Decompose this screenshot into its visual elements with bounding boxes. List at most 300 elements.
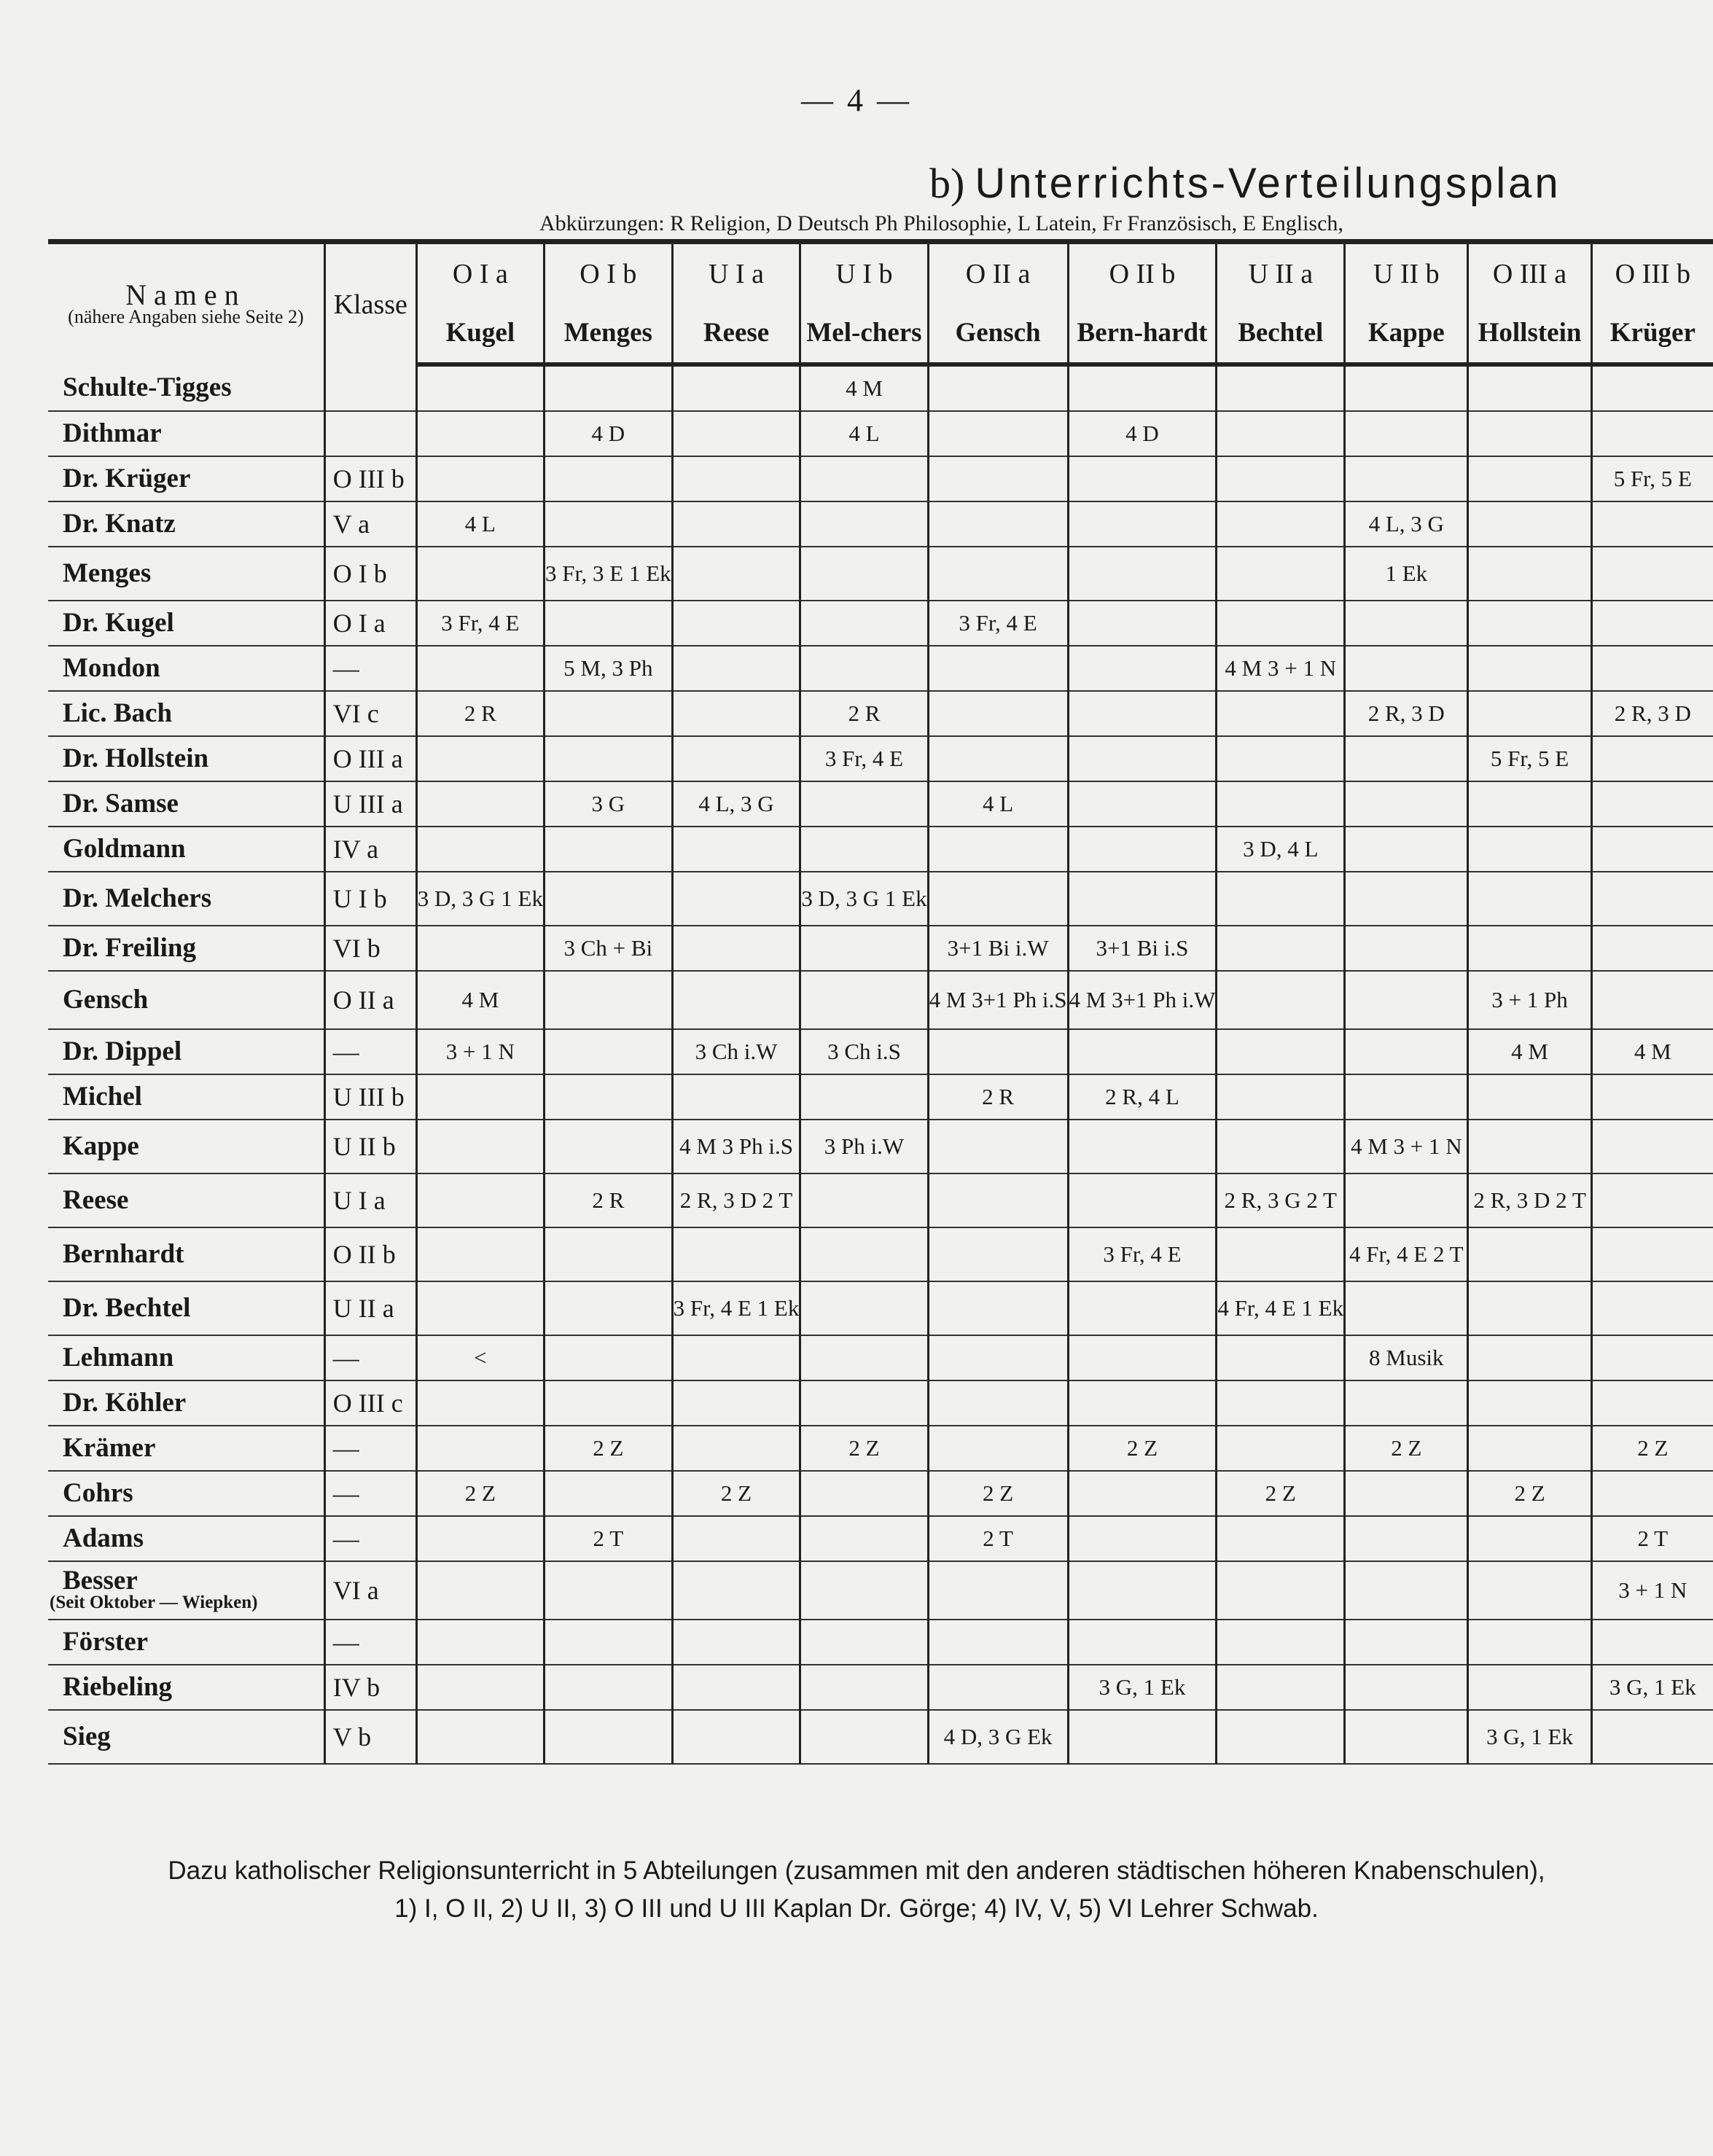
lesson-cell [928, 646, 1068, 691]
lesson-cell: 2 R, 3 D 2 T [672, 1173, 800, 1227]
lesson-cell [928, 1227, 1068, 1281]
lesson-cell [800, 1561, 928, 1620]
teacher-name-cell [48, 691, 324, 736]
abbreviations-line: Abkürzungen: R Religion, D Deutsch Ph Philosophie, L Latein, Fr Französisch, E Englisch, [539, 211, 1343, 235]
lesson-cell [544, 601, 672, 646]
lesson-cell [544, 456, 672, 501]
lesson-cell: 4 L [928, 781, 1068, 827]
lesson-cell [544, 1471, 672, 1516]
lesson-cell: 3 Ch i.W [672, 1029, 800, 1074]
lesson-cell: 4 L, 3 G [1345, 501, 1468, 547]
lesson-cell: 3 Ph i.W [800, 1120, 928, 1173]
teacher-name: Reese [63, 1185, 129, 1215]
lesson-cell [1468, 827, 1591, 872]
lesson-cell [1591, 1173, 1713, 1227]
table-row [48, 1173, 1713, 1227]
lesson-cell [1068, 1516, 1217, 1561]
lesson-cell [672, 1620, 800, 1665]
lesson-cell [1217, 926, 1345, 971]
lesson-cell [1468, 456, 1591, 501]
teacher-class-cell: O I b [324, 547, 416, 601]
teacher-class-cell: — [324, 1620, 416, 1665]
teacher-name: Michel [63, 1082, 142, 1112]
lesson-cell [1468, 781, 1591, 827]
teacher-name-cell [48, 1074, 324, 1120]
teacher-class-cell: O III c [324, 1380, 416, 1426]
lesson-cell: 3 Fr, 4 E [928, 601, 1068, 646]
lesson-cell: 3+1 Bi i.W [928, 926, 1068, 971]
schedule-table [48, 239, 1713, 1765]
lesson-cell [1217, 971, 1345, 1029]
teacher-name: Cohrs [63, 1478, 133, 1508]
lesson-cell: 2 R [544, 1173, 672, 1227]
lesson-cell [800, 1516, 928, 1561]
lesson-cell [1591, 872, 1713, 926]
teacher-name-cell [48, 971, 324, 1029]
teacher-name: Dr. Melchers [63, 883, 212, 913]
lesson-cell [1068, 1710, 1217, 1764]
lesson-cell [672, 1074, 800, 1120]
page-number: — 4 — [801, 82, 912, 118]
lesson-cell [1068, 501, 1217, 547]
lesson-cell [928, 1120, 1068, 1173]
lesson-cell [1217, 1380, 1345, 1426]
class-teacher-header: Kappe [1345, 304, 1468, 364]
teacher-name-cell [48, 1426, 324, 1471]
class-teacher-header: Mel-chers [800, 304, 928, 364]
lesson-cell [928, 456, 1068, 501]
lesson-cell [1217, 411, 1345, 456]
teacher-name-cell [48, 364, 324, 411]
lesson-cell [544, 691, 672, 736]
section-label: b) [929, 160, 965, 207]
lesson-cell [416, 1426, 544, 1471]
lesson-cell [1217, 1710, 1345, 1764]
lesson-cell [1468, 1426, 1591, 1471]
lesson-cell: 4 M [1468, 1029, 1591, 1074]
lesson-cell [416, 736, 544, 781]
teacher-name-cell [48, 547, 324, 601]
teacher-name: Gensch [63, 985, 149, 1015]
lesson-cell [1345, 1173, 1468, 1227]
lesson-cell [1468, 1120, 1591, 1173]
lesson-cell [1345, 926, 1468, 971]
lesson-cell [544, 1380, 672, 1426]
lesson-cell: 8 Musik [1345, 1335, 1468, 1380]
lesson-cell [1217, 1561, 1345, 1620]
table-row [48, 1620, 1713, 1665]
table-row [48, 1074, 1713, 1120]
lesson-cell [1345, 1516, 1468, 1561]
lesson-cell [416, 1620, 544, 1665]
lesson-cell [1468, 411, 1591, 456]
teacher-name-cell [48, 1561, 324, 1620]
teacher-class-cell: U III b [324, 1074, 416, 1120]
table-row [48, 781, 1713, 827]
lesson-cell [1468, 601, 1591, 646]
teacher-name-cell [48, 646, 324, 691]
lesson-cell: 4 M 3 Ph i.S [672, 1120, 800, 1173]
table-row [48, 501, 1713, 547]
teacher-name-cell [48, 1516, 324, 1561]
lesson-cell [672, 1227, 800, 1281]
lesson-cell [928, 736, 1068, 781]
table-row [48, 601, 1713, 646]
lesson-cell: 4 L [800, 411, 928, 456]
lesson-cell [928, 1281, 1068, 1335]
teacher-class-cell: IV a [324, 827, 416, 872]
lesson-cell [1068, 1471, 1217, 1516]
lesson-cell: 4 L [416, 501, 544, 547]
lesson-cell: 3 Fr, 4 E [416, 601, 544, 646]
lesson-cell [544, 1620, 672, 1665]
lesson-cell [1217, 781, 1345, 827]
section-title [929, 159, 1561, 208]
lesson-cell: 3 + 1 N [1591, 1561, 1713, 1620]
footer-line-2: 1) I, O II, 2) U II, 3) O III und U III Kaplan Dr. Görge; 4) IV, V, 5) VI Lehrer Schwab. [394, 1894, 1319, 1923]
lesson-cell [1068, 691, 1217, 736]
teacher-name-cell [48, 1227, 324, 1281]
lesson-cell: 2 Z [1345, 1426, 1468, 1471]
teacher-class-cell: VI b [324, 926, 416, 971]
teacher-name-cell [48, 1120, 324, 1173]
lesson-cell: 2 Z [544, 1426, 672, 1471]
teacher-class-cell [324, 364, 416, 411]
teacher-name: Dr. Köhler [63, 1388, 187, 1418]
lesson-cell [672, 691, 800, 736]
lesson-cell [800, 1665, 928, 1710]
lesson-cell [1591, 1335, 1713, 1380]
lesson-cell [672, 1665, 800, 1710]
teacher-name-cell [48, 872, 324, 926]
lesson-cell [1468, 646, 1591, 691]
lesson-cell [928, 1029, 1068, 1074]
lesson-cell [1468, 1665, 1591, 1710]
lesson-cell [1591, 781, 1713, 827]
lesson-cell [416, 646, 544, 691]
lesson-cell [1591, 1281, 1713, 1335]
teacher-name-cell [48, 411, 324, 456]
lesson-cell [928, 827, 1068, 872]
lesson-cell [1345, 1665, 1468, 1710]
lesson-cell [1345, 1620, 1468, 1665]
lesson-cell [416, 1120, 544, 1173]
lesson-cell [1068, 736, 1217, 781]
table-row [48, 1120, 1713, 1173]
lesson-cell [1591, 1074, 1713, 1120]
lesson-cell [800, 1380, 928, 1426]
lesson-cell [416, 1516, 544, 1561]
lesson-cell [928, 1335, 1068, 1380]
lesson-cell: 5 Fr, 5 E [1468, 736, 1591, 781]
teacher-name: Dr. Hollstein [63, 743, 209, 773]
footer-note [0, 1852, 1713, 1928]
lesson-cell [1217, 1227, 1345, 1281]
class-header: U I a [672, 242, 800, 305]
lesson-cell [672, 872, 800, 926]
klasse-column-header: Klasse [324, 242, 416, 365]
table-row [48, 1380, 1713, 1426]
table-row [48, 1516, 1713, 1561]
lesson-cell [1468, 872, 1591, 926]
teacher-name: Sieg [63, 1722, 111, 1751]
lesson-cell: 4 Fr, 4 E 2 T [1345, 1227, 1468, 1281]
lesson-cell [544, 736, 672, 781]
lesson-cell [1068, 601, 1217, 646]
lesson-cell [1217, 1029, 1345, 1074]
lesson-cell: 4 M [800, 364, 928, 411]
teacher-name: Bernhardt [63, 1239, 184, 1269]
lesson-cell [672, 1710, 800, 1764]
teacher-class-cell: IV b [324, 1665, 416, 1710]
lesson-cell [928, 872, 1068, 926]
name-column-header [48, 242, 324, 365]
lesson-cell [800, 1710, 928, 1764]
lesson-cell [1345, 781, 1468, 827]
lesson-cell [544, 1074, 672, 1120]
class-teacher-header: Gensch [928, 304, 1068, 364]
lesson-cell [1345, 872, 1468, 926]
teacher-name: Lehmann [63, 1343, 174, 1372]
table-row [48, 547, 1713, 601]
lesson-cell [1591, 1227, 1713, 1281]
footer-line-1: Dazu katholischer Religionsunterricht in 5 Abteilungen (zusammen mit den anderen städtischen höheren Knabenschulen), [168, 1856, 1545, 1885]
teacher-name-cell [48, 1173, 324, 1227]
table-row [48, 1281, 1713, 1335]
lesson-cell: 2 Z [1068, 1426, 1217, 1471]
lesson-cell: 3 + 1 N [416, 1029, 544, 1074]
lesson-cell: 3 D, 4 L [1217, 827, 1345, 872]
lesson-cell [672, 456, 800, 501]
teacher-name: Dr. Krüger [63, 464, 191, 493]
lesson-cell [928, 547, 1068, 601]
lesson-cell: 4 M [416, 971, 544, 1029]
lesson-cell [800, 926, 928, 971]
lesson-cell: 3 Ch i.S [800, 1029, 928, 1074]
teacher-class-cell: O III a [324, 736, 416, 781]
class-header: U I b [800, 242, 928, 305]
lesson-cell [928, 1426, 1068, 1471]
lesson-cell [544, 1029, 672, 1074]
lesson-cell [1068, 1561, 1217, 1620]
lesson-cell [1468, 1227, 1591, 1281]
lesson-cell [672, 1426, 800, 1471]
lesson-cell [800, 501, 928, 547]
lesson-cell [1217, 364, 1345, 411]
lesson-cell: 4 L, 3 G [672, 781, 800, 827]
lesson-cell [1068, 646, 1217, 691]
lesson-cell [928, 1665, 1068, 1710]
lesson-cell [1468, 1074, 1591, 1120]
lesson-cell [672, 736, 800, 781]
teacher-name: Adams [63, 1523, 144, 1553]
lesson-cell [800, 1281, 928, 1335]
teacher-name-cell [48, 781, 324, 827]
lesson-cell [1591, 547, 1713, 601]
teacher-class-cell: O II b [324, 1227, 416, 1281]
schedule-body [48, 364, 1713, 1764]
teacher-name-cell [48, 827, 324, 872]
teacher-name-cell [48, 1620, 324, 1665]
lesson-cell [416, 411, 544, 456]
lesson-cell [800, 1074, 928, 1120]
teacher-class-cell: U III a [324, 781, 416, 827]
lesson-cell [1468, 1335, 1591, 1380]
lesson-cell: 2 R, 4 L [1068, 1074, 1217, 1120]
teacher-class-cell: — [324, 1471, 416, 1516]
lesson-cell [1591, 411, 1713, 456]
lesson-cell [928, 1620, 1068, 1665]
teacher-class-cell: — [324, 1426, 416, 1471]
teacher-class-cell: — [324, 1516, 416, 1561]
lesson-cell [1345, 411, 1468, 456]
teacher-class-cell: U II b [324, 1120, 416, 1173]
teacher-class-cell: — [324, 646, 416, 691]
lesson-cell [544, 1335, 672, 1380]
lesson-cell [672, 827, 800, 872]
lesson-cell [800, 601, 928, 646]
lesson-cell [1068, 872, 1217, 926]
class-header: O III a [1468, 242, 1591, 305]
teacher-name: Goldmann [63, 834, 186, 864]
lesson-cell [1217, 1074, 1345, 1120]
lesson-cell [1345, 456, 1468, 501]
lesson-cell [1591, 364, 1713, 411]
lesson-cell [1345, 1561, 1468, 1620]
lesson-cell: 1 Ek [1345, 547, 1468, 601]
lesson-cell: 2 Z [672, 1471, 800, 1516]
lesson-cell [1068, 1029, 1217, 1074]
teacher-name: Dr. Freiling [63, 933, 196, 963]
teacher-name-cell [48, 1665, 324, 1710]
class-teacher-header: Menges [544, 304, 672, 364]
lesson-cell: 2 R, 3 D [1345, 691, 1468, 736]
lesson-cell: 2 T [928, 1516, 1068, 1561]
lesson-cell [672, 411, 800, 456]
lesson-cell [544, 971, 672, 1029]
lesson-cell: 3 Fr, 4 E 1 Ek [672, 1281, 800, 1335]
lesson-cell [416, 1281, 544, 1335]
lesson-cell [1591, 736, 1713, 781]
teacher-name: Schulte-Tigges [63, 372, 232, 402]
class-header: U II a [1217, 242, 1345, 305]
lesson-cell: 2 T [1591, 1516, 1713, 1561]
lesson-cell [544, 1665, 672, 1710]
table-row [48, 736, 1713, 781]
teacher-name-cell [48, 1281, 324, 1335]
lesson-cell [544, 1227, 672, 1281]
lesson-cell [672, 547, 800, 601]
lesson-cell [544, 872, 672, 926]
teacher-name: Dr. Samse [63, 789, 179, 819]
lesson-cell [416, 1380, 544, 1426]
lesson-cell: 2 Z [928, 1471, 1068, 1516]
lesson-cell [800, 646, 928, 691]
table-row [48, 1665, 1713, 1710]
table-row [48, 1029, 1713, 1074]
lesson-cell: 5 M, 3 Ph [544, 646, 672, 691]
lesson-cell: 2 R [800, 691, 928, 736]
lesson-cell [544, 827, 672, 872]
lesson-cell [1068, 1620, 1217, 1665]
lesson-cell [672, 501, 800, 547]
teacher-class-cell [324, 411, 416, 456]
lesson-cell [1068, 781, 1217, 827]
teacher-name: Dr. Kugel [63, 608, 174, 638]
lesson-cell [416, 1173, 544, 1227]
lesson-cell [1468, 364, 1591, 411]
lesson-cell: 2 R, 3 D 2 T [1468, 1173, 1591, 1227]
teacher-name: Mondon [63, 653, 160, 683]
table-row [48, 364, 1713, 411]
lesson-cell [1468, 501, 1591, 547]
name-header-label: Namen [125, 278, 246, 311]
lesson-cell [1468, 926, 1591, 971]
lesson-cell [1217, 1120, 1345, 1173]
class-header-row [48, 242, 1713, 305]
lesson-cell: 4 M 3 + 1 N [1345, 1120, 1468, 1173]
lesson-cell [1068, 1173, 1217, 1227]
lesson-cell [416, 1665, 544, 1710]
teacher-class-cell: VI c [324, 691, 416, 736]
lesson-cell [1217, 736, 1345, 781]
table-row [48, 1426, 1713, 1471]
teacher-name-cell [48, 601, 324, 646]
lesson-cell [544, 1561, 672, 1620]
lesson-cell: < [416, 1335, 544, 1380]
teacher-name: Dr. Dippel [63, 1036, 182, 1066]
lesson-cell [1345, 1029, 1468, 1074]
table-row [48, 456, 1713, 501]
lesson-cell [800, 971, 928, 1029]
teacher-name-cell [48, 926, 324, 971]
table-row [48, 1561, 1713, 1620]
section-heading: Unterrichts-Verteilungsplan [975, 160, 1561, 207]
lesson-cell [544, 501, 672, 547]
lesson-cell: 4 M [1591, 1029, 1713, 1074]
lesson-cell: 3 G, 1 Ek [1468, 1710, 1591, 1764]
lesson-cell [1345, 601, 1468, 646]
teacher-name-cell [48, 501, 324, 547]
lesson-cell [1468, 1380, 1591, 1426]
lesson-cell [928, 1173, 1068, 1227]
lesson-cell [416, 926, 544, 971]
lesson-cell: 4 M 3 + 1 N [1217, 646, 1345, 691]
class-teacher-header: Reese [672, 304, 800, 364]
class-header: U II b [1345, 242, 1468, 305]
lesson-cell [1345, 1380, 1468, 1426]
teacher-name-cell [48, 1710, 324, 1764]
lesson-cell [1217, 456, 1345, 501]
lesson-cell [672, 926, 800, 971]
lesson-cell [672, 971, 800, 1029]
lesson-cell [1591, 1120, 1713, 1173]
class-teacher-header: Krüger [1591, 304, 1713, 364]
lesson-cell [1345, 827, 1468, 872]
lesson-cell [1468, 1561, 1591, 1620]
lesson-cell: 3+1 Bi i.S [1068, 926, 1217, 971]
lesson-cell [544, 364, 672, 411]
lesson-cell [1345, 971, 1468, 1029]
lesson-cell: 3 D, 3 G 1 Ek [800, 872, 928, 926]
table-row [48, 872, 1713, 926]
lesson-cell [1068, 1335, 1217, 1380]
lesson-cell [416, 781, 544, 827]
lesson-cell [1068, 1120, 1217, 1173]
lesson-cell [1068, 547, 1217, 601]
lesson-cell [800, 1471, 928, 1516]
lesson-cell: 2 Z [800, 1426, 928, 1471]
